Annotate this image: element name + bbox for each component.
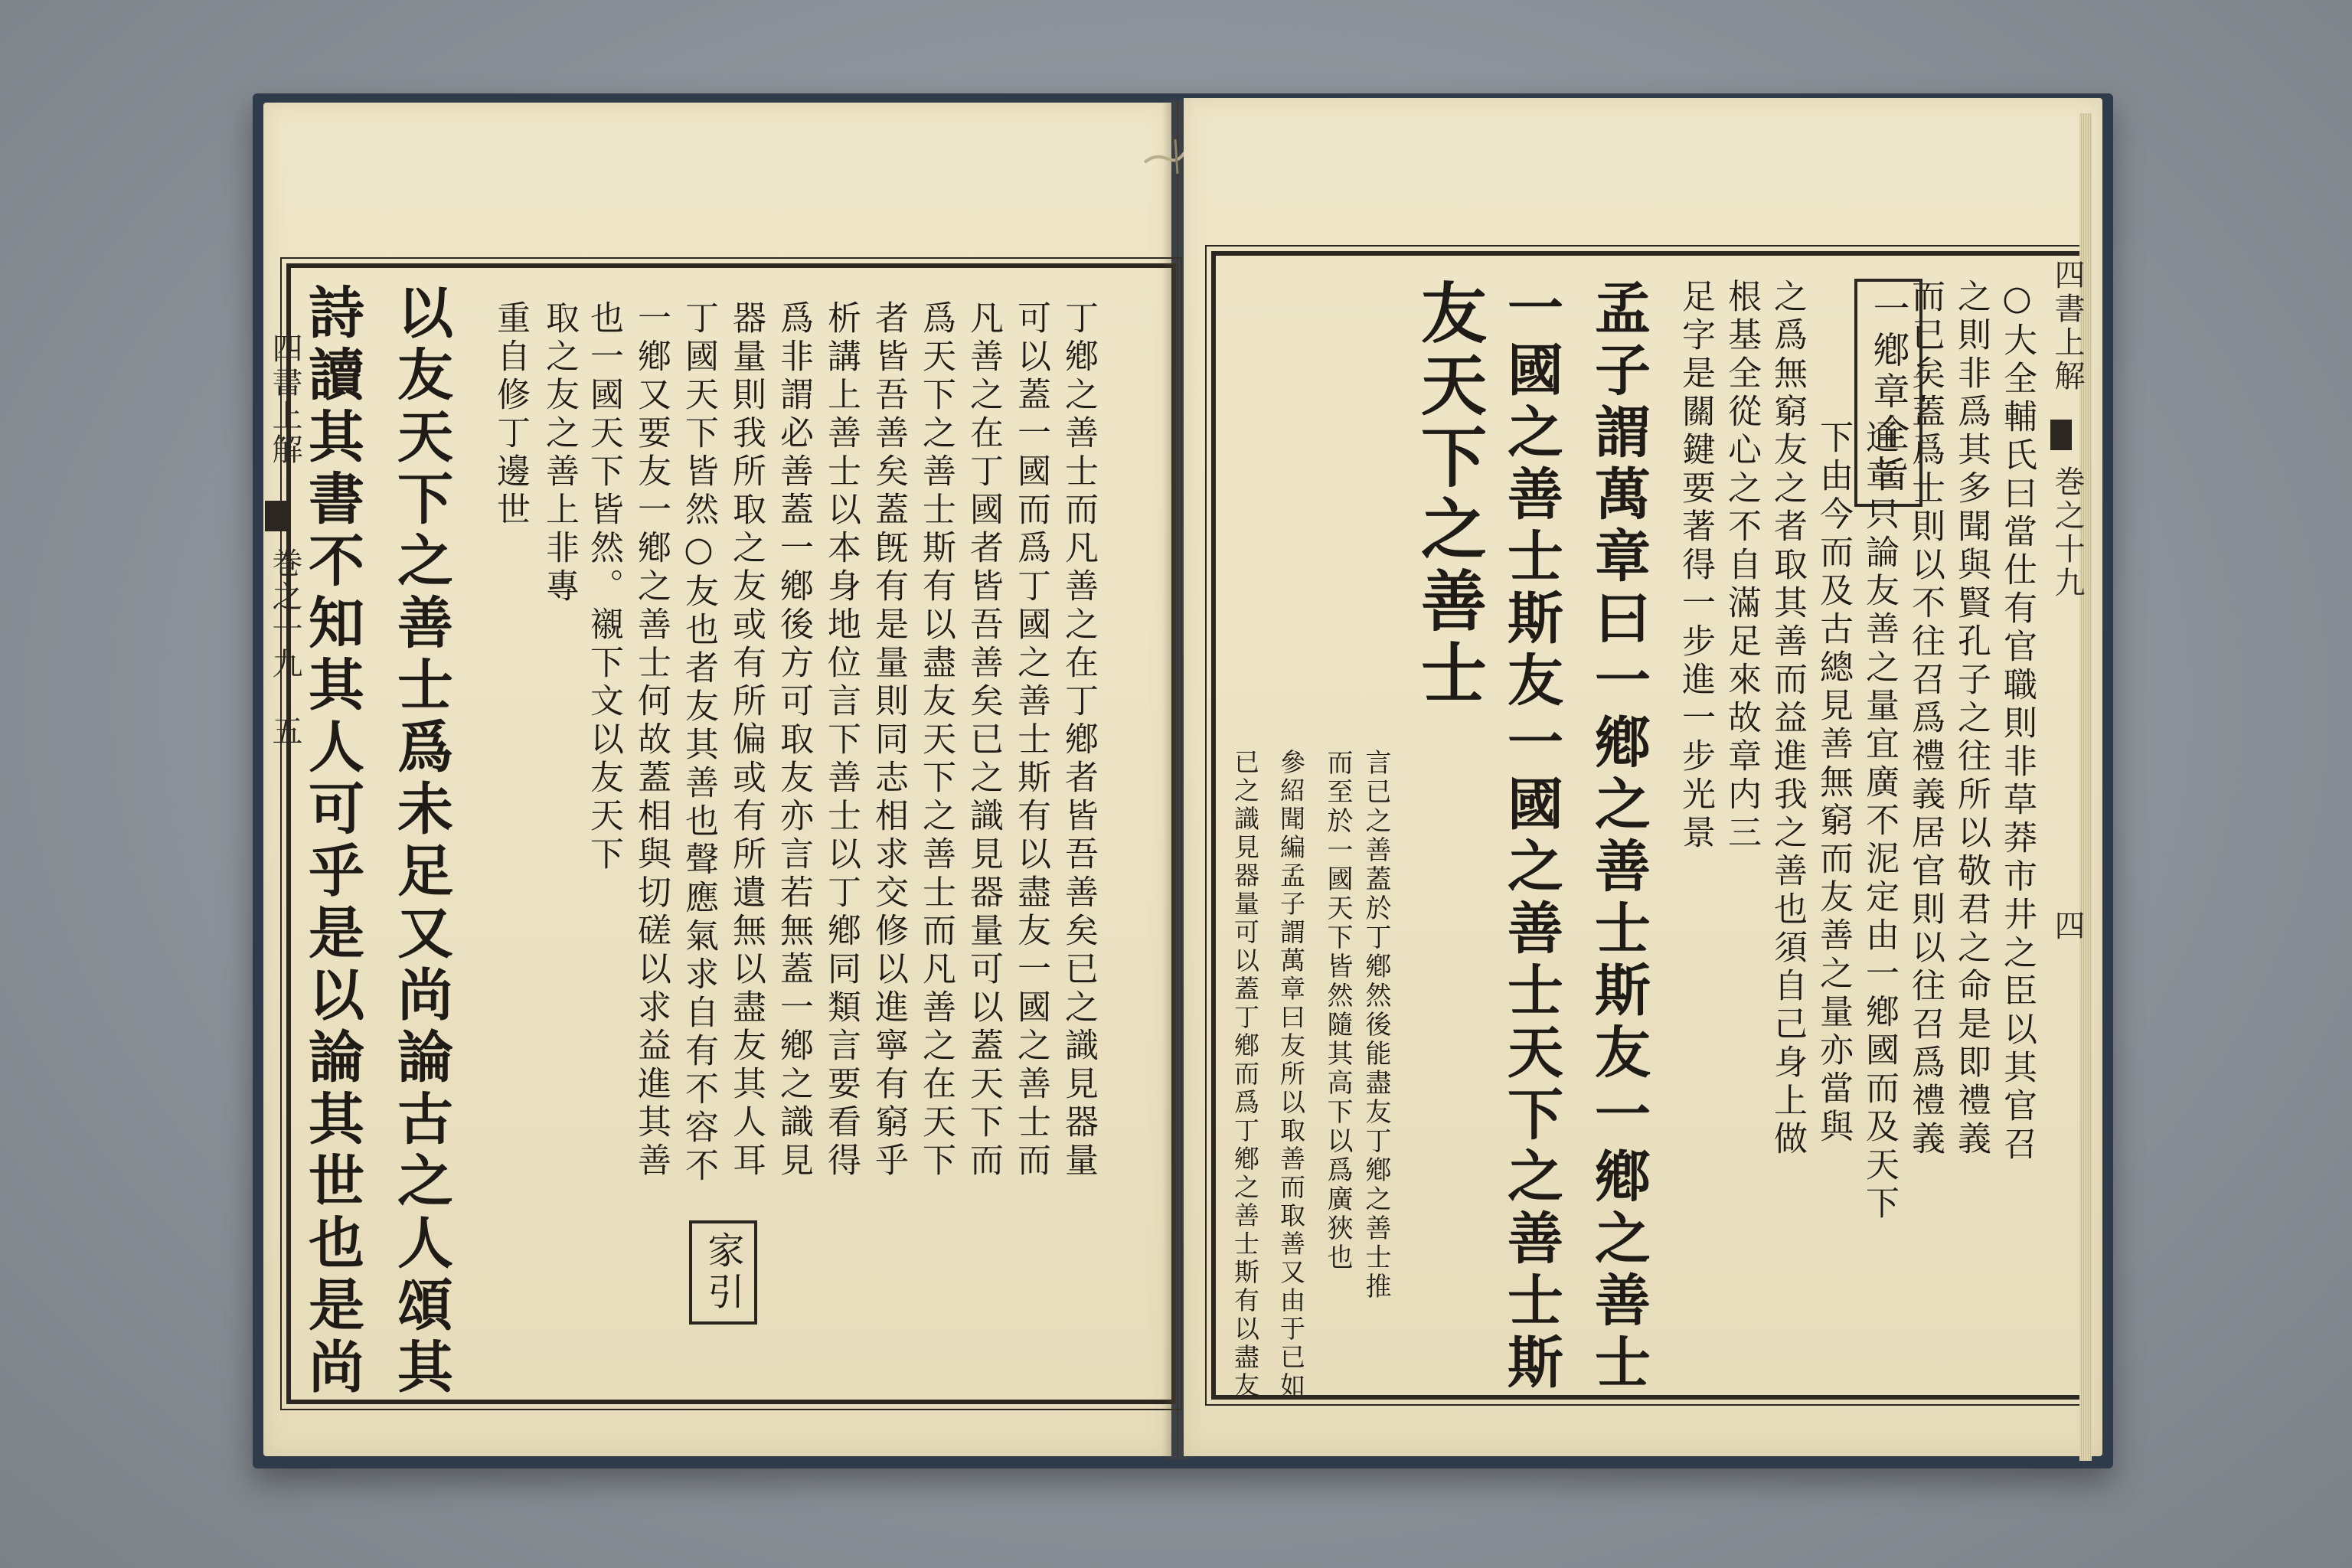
left-small-col: 析講上善士以本身地位言下善士以丁鄕同類言要看得 xyxy=(822,300,861,1181)
right-small-col: 根基全從心之不自滿足來故章内三 xyxy=(1722,279,1761,853)
right-page xyxy=(1184,98,2102,1456)
left-small-col: 者皆吾善矣蓋旣有是量則同志相求交修以進寧有窮乎 xyxy=(869,300,908,1181)
right-margin-title: 四書上解 xyxy=(2050,259,2085,394)
left-large-col-2: 詩讀其書不知其人可乎是以論其世也是尚 xyxy=(299,283,364,1400)
left-boxed-label: 家引 xyxy=(689,1220,757,1325)
left-page xyxy=(263,103,1171,1456)
left-small-col: 重自修丁邊世 xyxy=(491,300,530,530)
left-margin-tab xyxy=(265,501,286,531)
left-small-col: 丁國天下皆然○友也者友其善也聲應氣求自有不容不 xyxy=(679,300,718,1186)
left-small-col: 一鄕又要友一鄕之善士何故蓋相與切磋以求益進其善 xyxy=(632,300,671,1181)
right-margin-tab xyxy=(2050,420,2072,450)
left-small-col: 爲非謂必善蓋一鄕後方可取友亦言若無蓋一鄕之識見 xyxy=(774,300,813,1181)
left-small-col: 也一國天下皆然。襯下文以友天下 xyxy=(584,300,623,874)
left-margin-volume: 巻之十九 xyxy=(267,547,302,681)
right-large-col-1: 孟子謂萬章曰一鄕之善士斯友一鄕之善士 xyxy=(1585,279,1651,1395)
right-tiny-col: 言已之善蓋於丁鄕然後能盡友丁鄕之善士推 xyxy=(1361,749,1391,1302)
right-small-col: 下由今而及古總見善無窮而友善之量亦當與 xyxy=(1814,420,1853,1147)
right-tiny-col: 參紹聞編孟子謂萬章曰友所以取善而取善又由于已如 xyxy=(1276,749,1306,1400)
left-margin-title: 四書上解 xyxy=(267,332,302,467)
open-book xyxy=(253,93,2113,1468)
left-margin-page: 五 xyxy=(267,715,302,749)
right-small-col: 足字是關鍵要著得一步進一步光景 xyxy=(1676,279,1715,853)
left-small-col: 可以蓋一國而爲丁國之善士斯有以盡友一國之善士而 xyxy=(1011,300,1050,1181)
chapter-label: 一鄕章全旨 xyxy=(1854,279,1922,507)
right-margin-volume: 巻之十九 xyxy=(2050,466,2085,600)
right-small-col: 之則非爲其多聞與賢孔子之往所以敬君之命是即禮義 xyxy=(1952,279,1991,1159)
left-small-col: 爲天下之善士斯有以盡友天下之善士而凡善之在天下 xyxy=(916,300,956,1181)
right-small-col: 而已矣蓋爲士則以不往召爲禮義居官則以往召爲禮義 xyxy=(1906,279,1945,1159)
right-small-col: 之爲無窮友之者取其善而益進我之善也須自己身上做 xyxy=(1768,279,1807,1159)
right-margin-page: 四 xyxy=(2050,910,2085,943)
right-small-col: 通章只論友善之量宜廣不泥定由一鄕國而及天下 xyxy=(1860,420,1899,1223)
left-small-col: 器量則我所取之友或有所偏或有所遺無以盡友其人耳 xyxy=(727,300,766,1181)
left-small-col: 丁鄕之善士而凡善之在丁鄕者皆吾善矣已之識見器量 xyxy=(1059,300,1098,1181)
right-large-col-2: 一國之善士斯友一國之善士天下之善士斯 xyxy=(1498,279,1563,1395)
left-small-col: 凡善之在丁國者皆吾善矣已之識見器量可以蓋天下而 xyxy=(964,300,1003,1181)
left-small-col: 取之友之善上非專 xyxy=(540,300,579,606)
right-small-col: ○大全輔氏曰當仕有官職則非草莽市井之臣以其官召 xyxy=(1998,279,2037,1165)
right-tiny-col: 而至於一國天下皆然隨其高下以爲廣狹也 xyxy=(1322,749,1353,1272)
right-large-col-3: 友天下之善士 xyxy=(1410,279,1487,710)
right-tiny-col: 已之識見器量可以蓋丁鄕而爲丁鄕之善士斯有以盡友 xyxy=(1230,749,1260,1400)
left-large-col-1: 以友天下之善士爲未足又尚論古之人頌其 xyxy=(387,283,453,1400)
